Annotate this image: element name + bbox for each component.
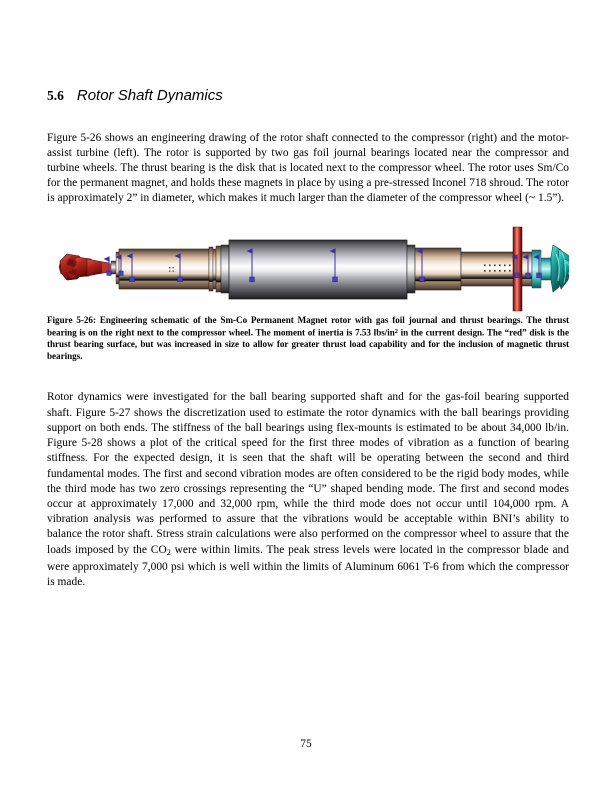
- figure-caption-part2: in the current design. The “red” disk is the thrust bearing surface, but was increased in size to allow for greater thrust load capability and for the inclusion of magnetic thrust bearings.: [47, 327, 569, 361]
- page-number: 75: [300, 738, 312, 750]
- section-title: Rotor Shaft Dynamics: [76, 87, 223, 104]
- rotor-dynamics-part2: were within limits. The peak stress levels were located in the compressor blade and were approximately 7,000 psi which is well within the limits of Aluminum 6061 T-6 from which the compressor is made.: [47, 543, 569, 588]
- turbine-hub-collar: [111, 261, 116, 274]
- figure-caption-part1: Figure 5-26: Engineering schematic of the Sm-Co Permanent Magnet rotor with gas foil journal and thrust bearings. The thrust bearing is on the right next to the compressor wheel. The moment of inertia is 7.53 lbs/in: [47, 314, 569, 338]
- section-number: 5.6: [47, 88, 64, 103]
- rotor-schematic-image: [47, 223, 569, 315]
- page-content: [47, 88, 569, 590]
- figure-caption: [47, 315, 569, 363]
- permanent-magnet-shroud-graphic: [229, 240, 407, 299]
- thrust-shaft-section: [461, 252, 519, 286]
- co2-subscript: 2: [166, 547, 171, 557]
- intro-paragraph: Figure 5-26 shows an engineering drawing of the rotor shaft connected to the compressor (right) and the motor-assist turbine (left). The rotor is supported by two gas foil journal bearings located near the compressor and turbine wheels. The thrust bearing is the disk that is located next to the compressor wheel. The rotor uses Sm/Co for the permanent magnet, and holds these magnets in place by using a pre-stressed Inconel 718 shroud. The rotor is approximately 2” in diameter, which makes it much larger than the diameter of the compressor wheel (~ 1.5”).: [47, 131, 569, 205]
- figure-5-26: [47, 223, 569, 363]
- compressor-wheel-graphic: [551, 245, 569, 292]
- rotor-dynamics-part1: Rotor dynamics were investigated for the ball bearing supported shaft and for the gas-foil bearing supported shaft. Figure 5-27 shows the discretization used to estimate the rotor dynamics with the ball bearings providing support on both ends. The stiffness of the ball bearings using flex-mounts is estimated to be about 34,000 lb/in. Figure 5-28 shows a plot of the critical speed for the first three modes of vibration as a function of bearing stiffness. For the expected design, it is seen that the shaft will be operating between the second and third fundamental modes. The first and second vibration modes are often considered to be the rigid body modes, while the third mode has two zero crossings representing the “U” shaped bending mode. The first and second modes occur at approximately 17,000 and 32,000 rpm, while the third mode does not occur until 104,000 rpm. A vibration analysis was performed to assure that the vibrations would be acceptable within BNI’s ability to balance the rotor shaft. Stress strain calculations were also performed on the compressor wheel to assure that the loads imposed by the CO: [47, 391, 569, 556]
- figure-caption-superscript: 2: [394, 328, 398, 336]
- turbine-wheel-graphic: [59, 254, 113, 280]
- rotor-dynamics-paragraph: [47, 390, 569, 589]
- page-title: [47, 88, 569, 105]
- spacer: [47, 362, 569, 390]
